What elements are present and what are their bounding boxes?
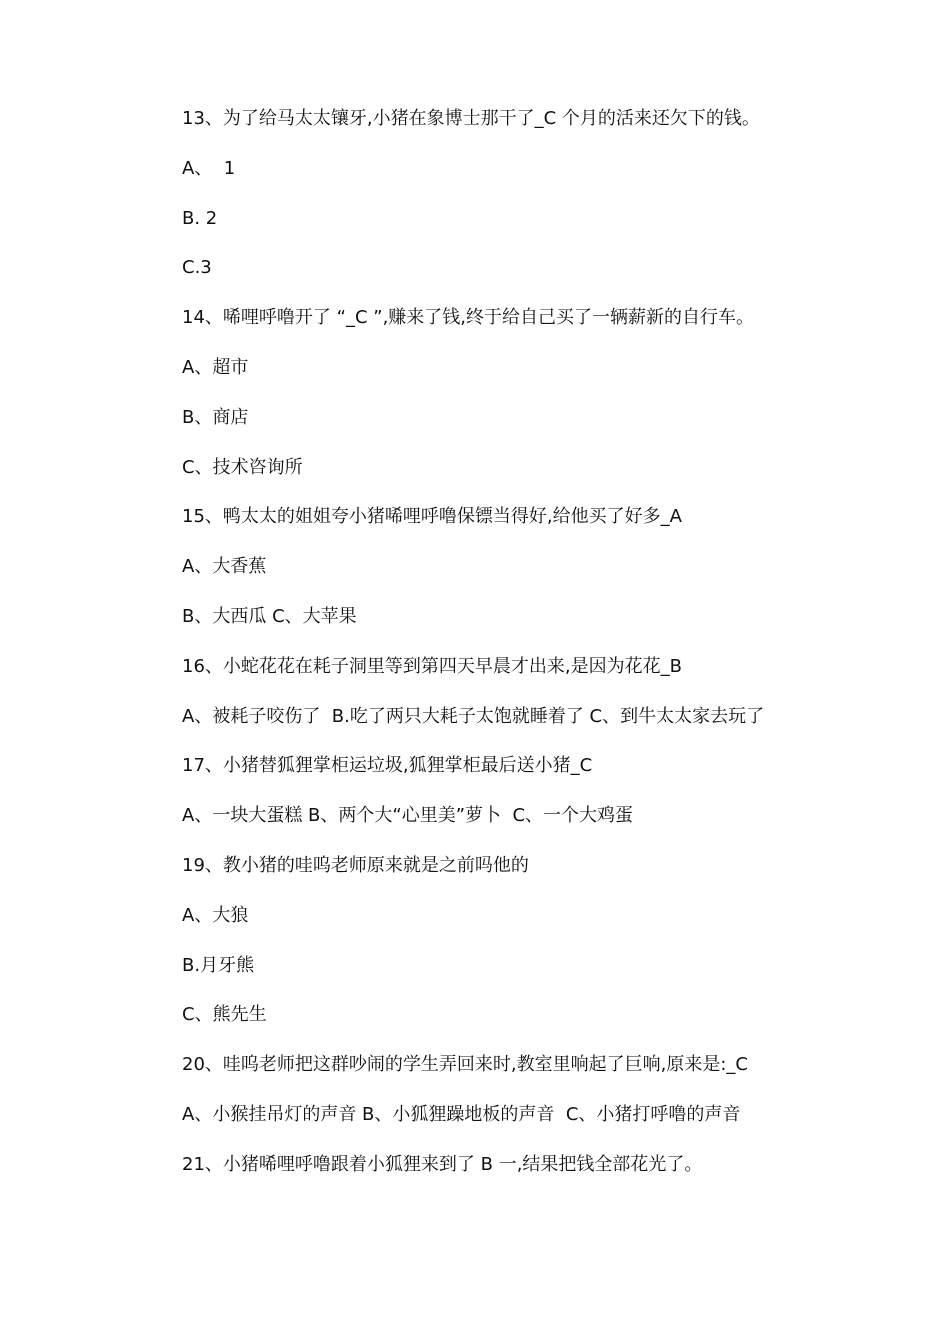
text-block [182, 105, 882, 1201]
option-19-a: A、大狼 [182, 904, 249, 926]
question-21: 21、小猪唏哩呼噜跟着小狐狸来到了 B 一,结果把钱全部花光了。 [182, 1153, 703, 1175]
option-14-a: A、超市 [182, 356, 249, 378]
option-15-a: A、大香蕉 [182, 556, 267, 578]
question-19: 19、教小猪的哇呜老师原来就是之前吗他的 [182, 854, 529, 876]
option-14-b: B、商店 [182, 406, 249, 428]
option-19-b: B.月牙熊 [182, 954, 255, 976]
option-13-b: B. 2 [182, 207, 218, 229]
options-16: A、被耗子咬伤了 B.吃了两只大耗子太饱就睡着了 C、到牛太太家去玩了 [182, 705, 765, 727]
option-19-c: C、熊先生 [182, 1004, 267, 1026]
option-13-a: A、 1 [182, 157, 236, 179]
question-20: 20、哇呜老师把这群吵闹的学生弄回来时,教室里响起了巨响,原来是:_C [182, 1054, 748, 1076]
question-13: 13、为了给马太太镶牙,小猪在象博士那干了_C 个月的活来还欠下的钱。 [182, 108, 760, 129]
question-17: 17、小猪替狐狸掌柜运垃圾,狐狸掌柜最后送小猪_C [182, 755, 593, 777]
options-17: A、一块大蛋糕 B、两个大“心里美”萝卜 C、一个大鸡蛋 [182, 805, 634, 827]
option-14-c: C、技术咨询所 [182, 456, 303, 478]
options-15-bc: B、大西瓜 C、大苹果 [182, 605, 357, 627]
options-20: A、小猴挂吊灯的声音 B、小狐狸躁地板的声音 C、小猪打呼噜的声音 [182, 1103, 741, 1125]
option-13-c: C.3 [182, 257, 212, 279]
question-14: 14、唏哩呼噜开了 “_C ”,赚来了钱,终于给自己买了一辆薪新的自行车。 [182, 307, 755, 329]
question-16: 16、小蛇花花在耗子洞里等到第四天早晨才出来,是因为花花_B [182, 655, 682, 677]
question-15: 15、鸭太太的姐姐夸小猪唏哩呼噜保镖当得好,给他买了好多_A [182, 506, 682, 528]
